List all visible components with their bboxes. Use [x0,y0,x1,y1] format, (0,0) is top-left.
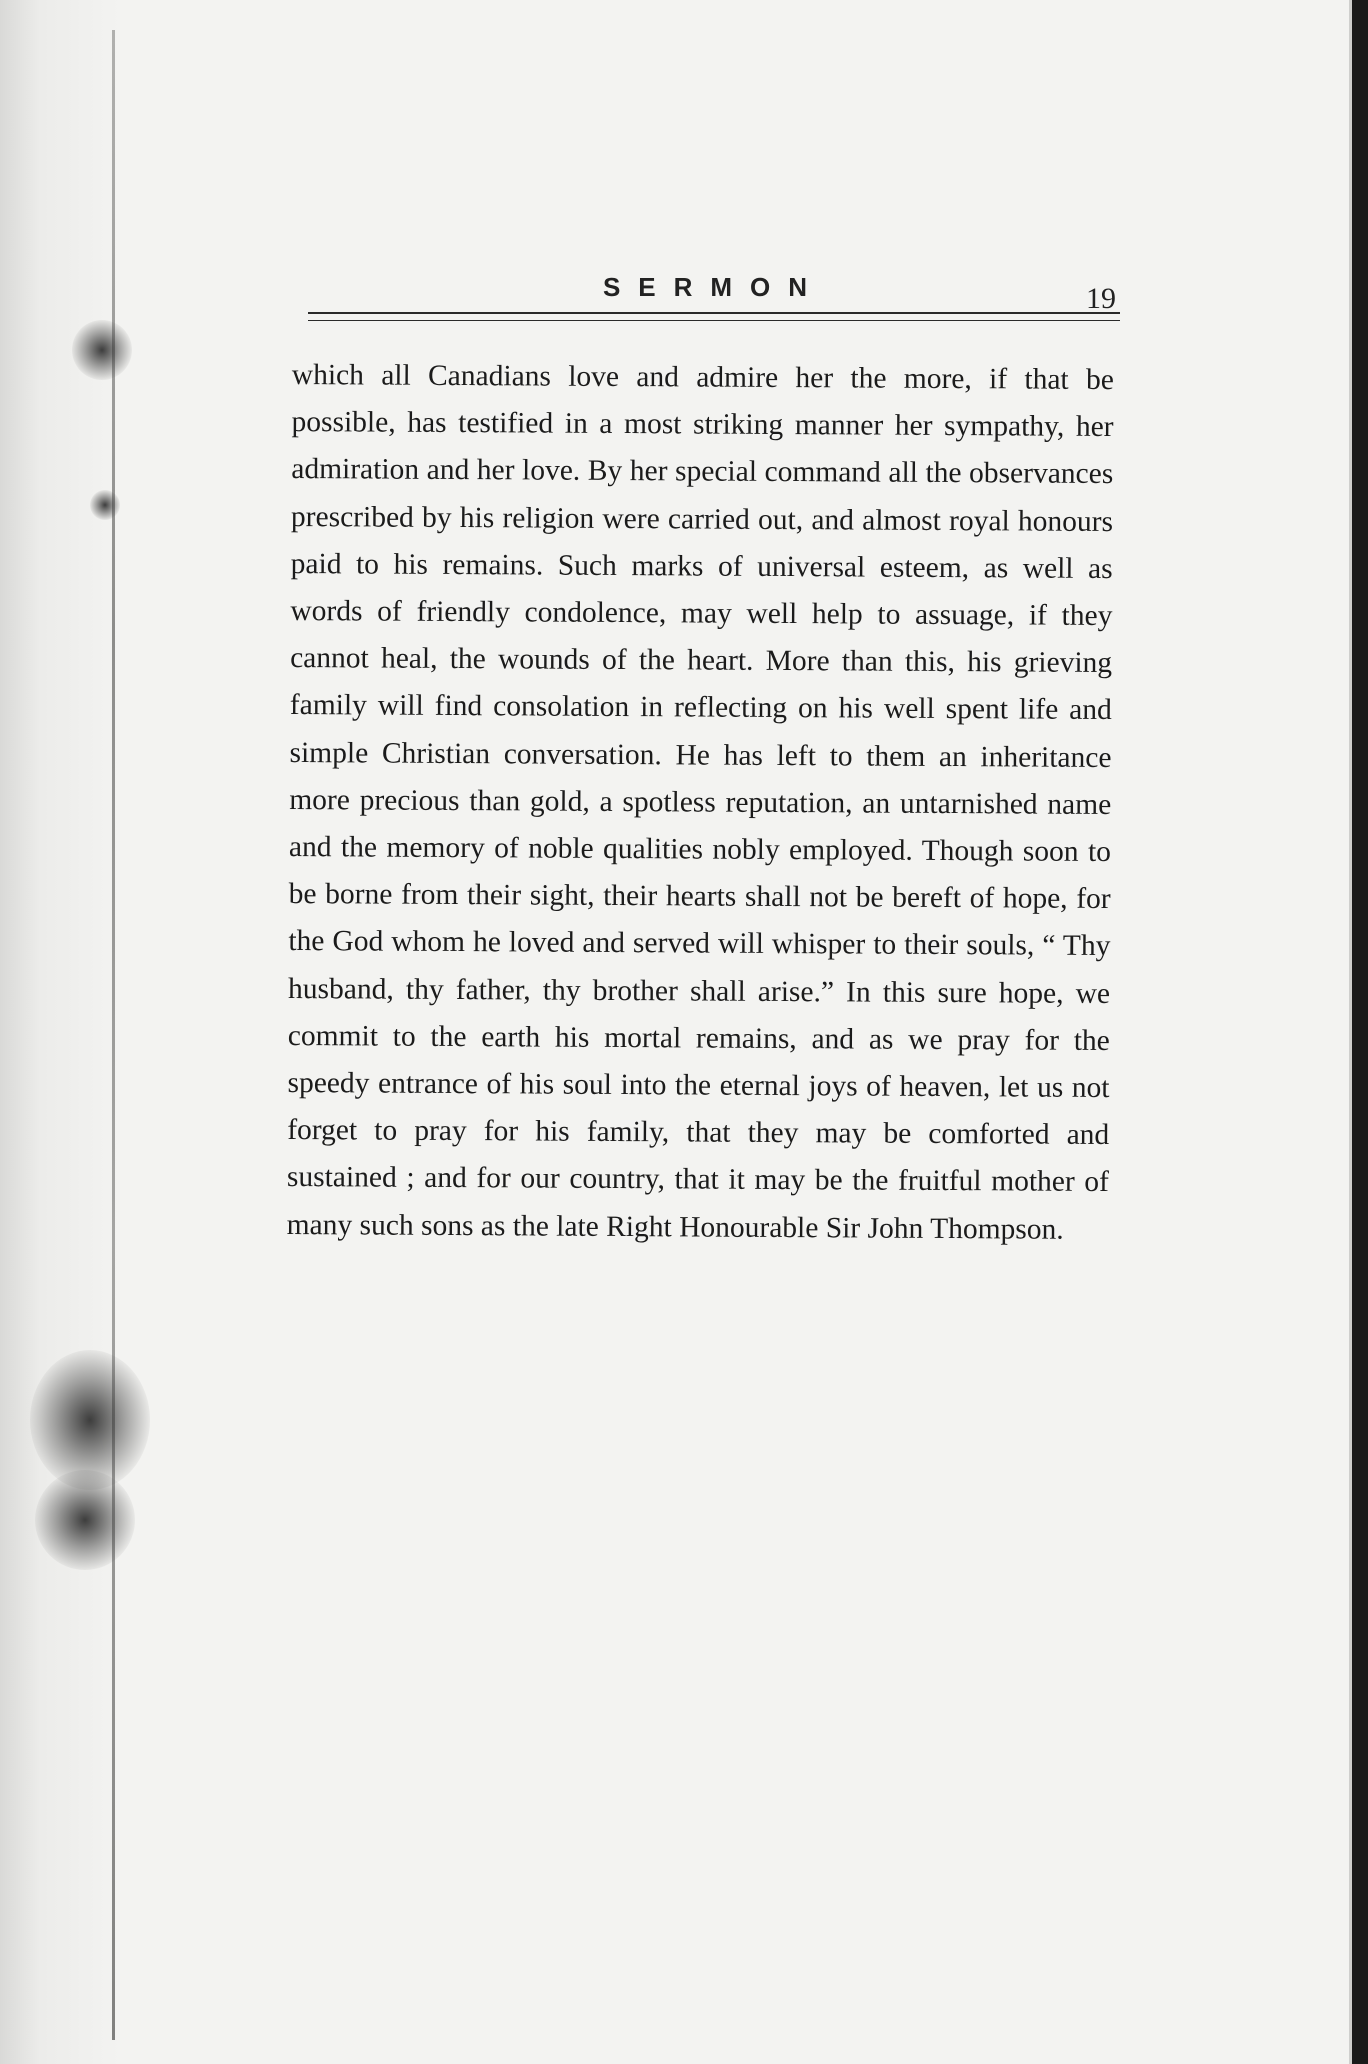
binding-stain-middle [30,1350,150,1490]
binding-stain-lower [35,1470,135,1570]
binding-stain-small [90,490,120,520]
binding-stain-top [72,320,132,380]
running-head-title: SERMON [602,272,826,302]
page-number: 19 [1086,282,1116,315]
page-binding-shadow [0,0,120,2064]
header-rule-top [308,312,1120,314]
running-head [308,272,1120,322]
body-paragraph: which all Canadians love and admire her the more, if that be possible, has testified in a most striking manner her sympathy, her admiration and her love. By her special command all the observances prescribed by his religion were carried out, and almost royal honours paid to his remains. Such marks of universal esteem, as well as words of friendly condolence, may well help to assuage, if they cannot heal, the wounds of the heart. More than this, his grieving family will find consolation in reflecting on his well spent life and simple Christian conversation. He has left to them an inheritance more precious than gold, a spotless reputation, an untarnished name and the memory of noble qualities nobly employed. Though soon to be borne from their sight, their hearts shall not be bereft of hope, for the God whom he loved and served will whisper to their souls, “ Thy husband, thy father, thy brother shall arise.” In this sure hope, we commit to the earth his mortal remains, and as we pray for the speedy entrance of his soul into the eternal joys of heaven, let us not forget to pray for his family, that they may be comforted and sustained ; and for our country, that it may be the fruitful mother of many such sons as the late Right Honourable Sir John Thompson. [286,358,1114,1246]
body-text [287,352,1114,1254]
header-rule-bottom [308,320,1120,321]
